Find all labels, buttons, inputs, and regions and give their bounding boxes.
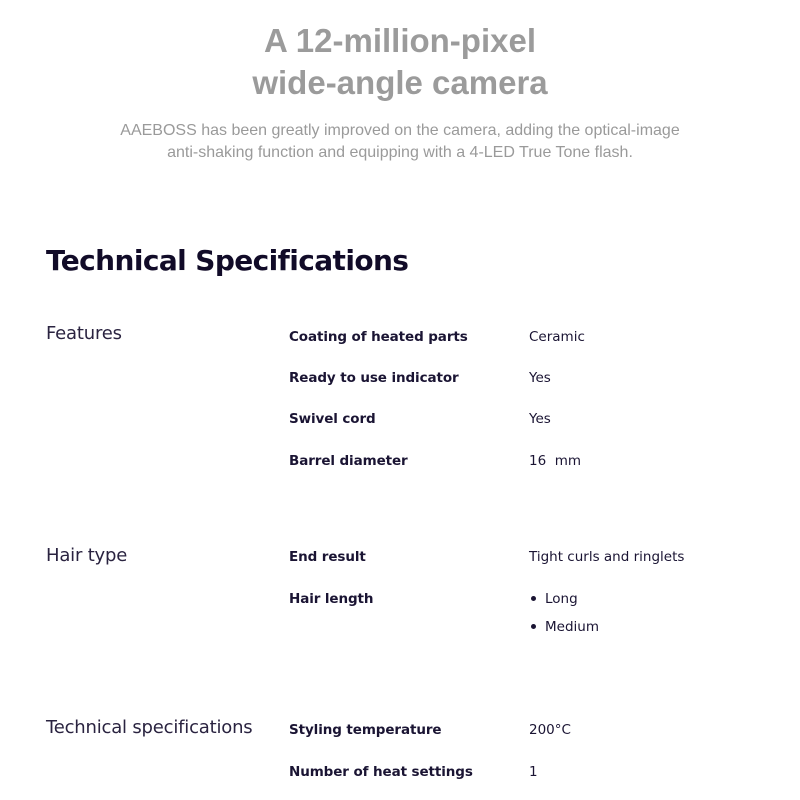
spec-name-ready-indicator: Ready to use indicator [289,370,459,386]
spec-name-swivel-cord: Swivel cord [289,411,376,427]
spec-name-barrel-diameter: Barrel diameter [289,453,408,469]
specs-heading: Technical Specifications [46,244,409,277]
spec-value-heat-settings: 1 [529,764,538,780]
spec-name-end-result: End result [289,549,366,565]
spec-value-styling-temperature: 200°C [529,722,571,738]
spec-name-hair-length: Hair length [289,591,374,607]
spec-name-coating: Coating of heated parts [289,329,468,345]
hero-title-line-1: A 12-million-pixel [264,22,536,59]
hair-length-medium-text: Medium [545,619,599,635]
hero-title-line-2: wide-angle camera [252,64,548,101]
bullet-icon [531,624,536,629]
spec-value-ready-indicator: Yes [529,370,551,386]
hero-subtitle-line-2: anti-shaking function and equipping with a 4-LED True Tone flash. [167,144,633,161]
section-label-features: Features [46,323,122,344]
spec-name-heat-settings: Number of heat settings [289,764,473,780]
hair-length-long-text: Long [545,591,578,607]
bullet-icon [531,596,536,601]
hero-subtitle [0,120,800,164]
spec-value-hair-length-medium [529,619,599,635]
hero-title [0,20,800,104]
section-label-technical: Technical specifications [46,717,253,738]
spec-value-barrel-diameter: 16 mm [529,453,582,469]
hero-subtitle-line-1: AAEBOSS has been greatly improved on the camera, adding the optical-image [120,122,680,139]
spec-name-styling-temperature: Styling temperature [289,722,442,738]
spec-value-coating: Ceramic [529,329,585,345]
section-label-hair-type: Hair type [46,545,128,566]
spec-value-end-result: Tight curls and ringlets [529,549,685,565]
spec-value-swivel-cord: Yes [529,411,551,427]
spec-value-hair-length-long [529,591,578,607]
